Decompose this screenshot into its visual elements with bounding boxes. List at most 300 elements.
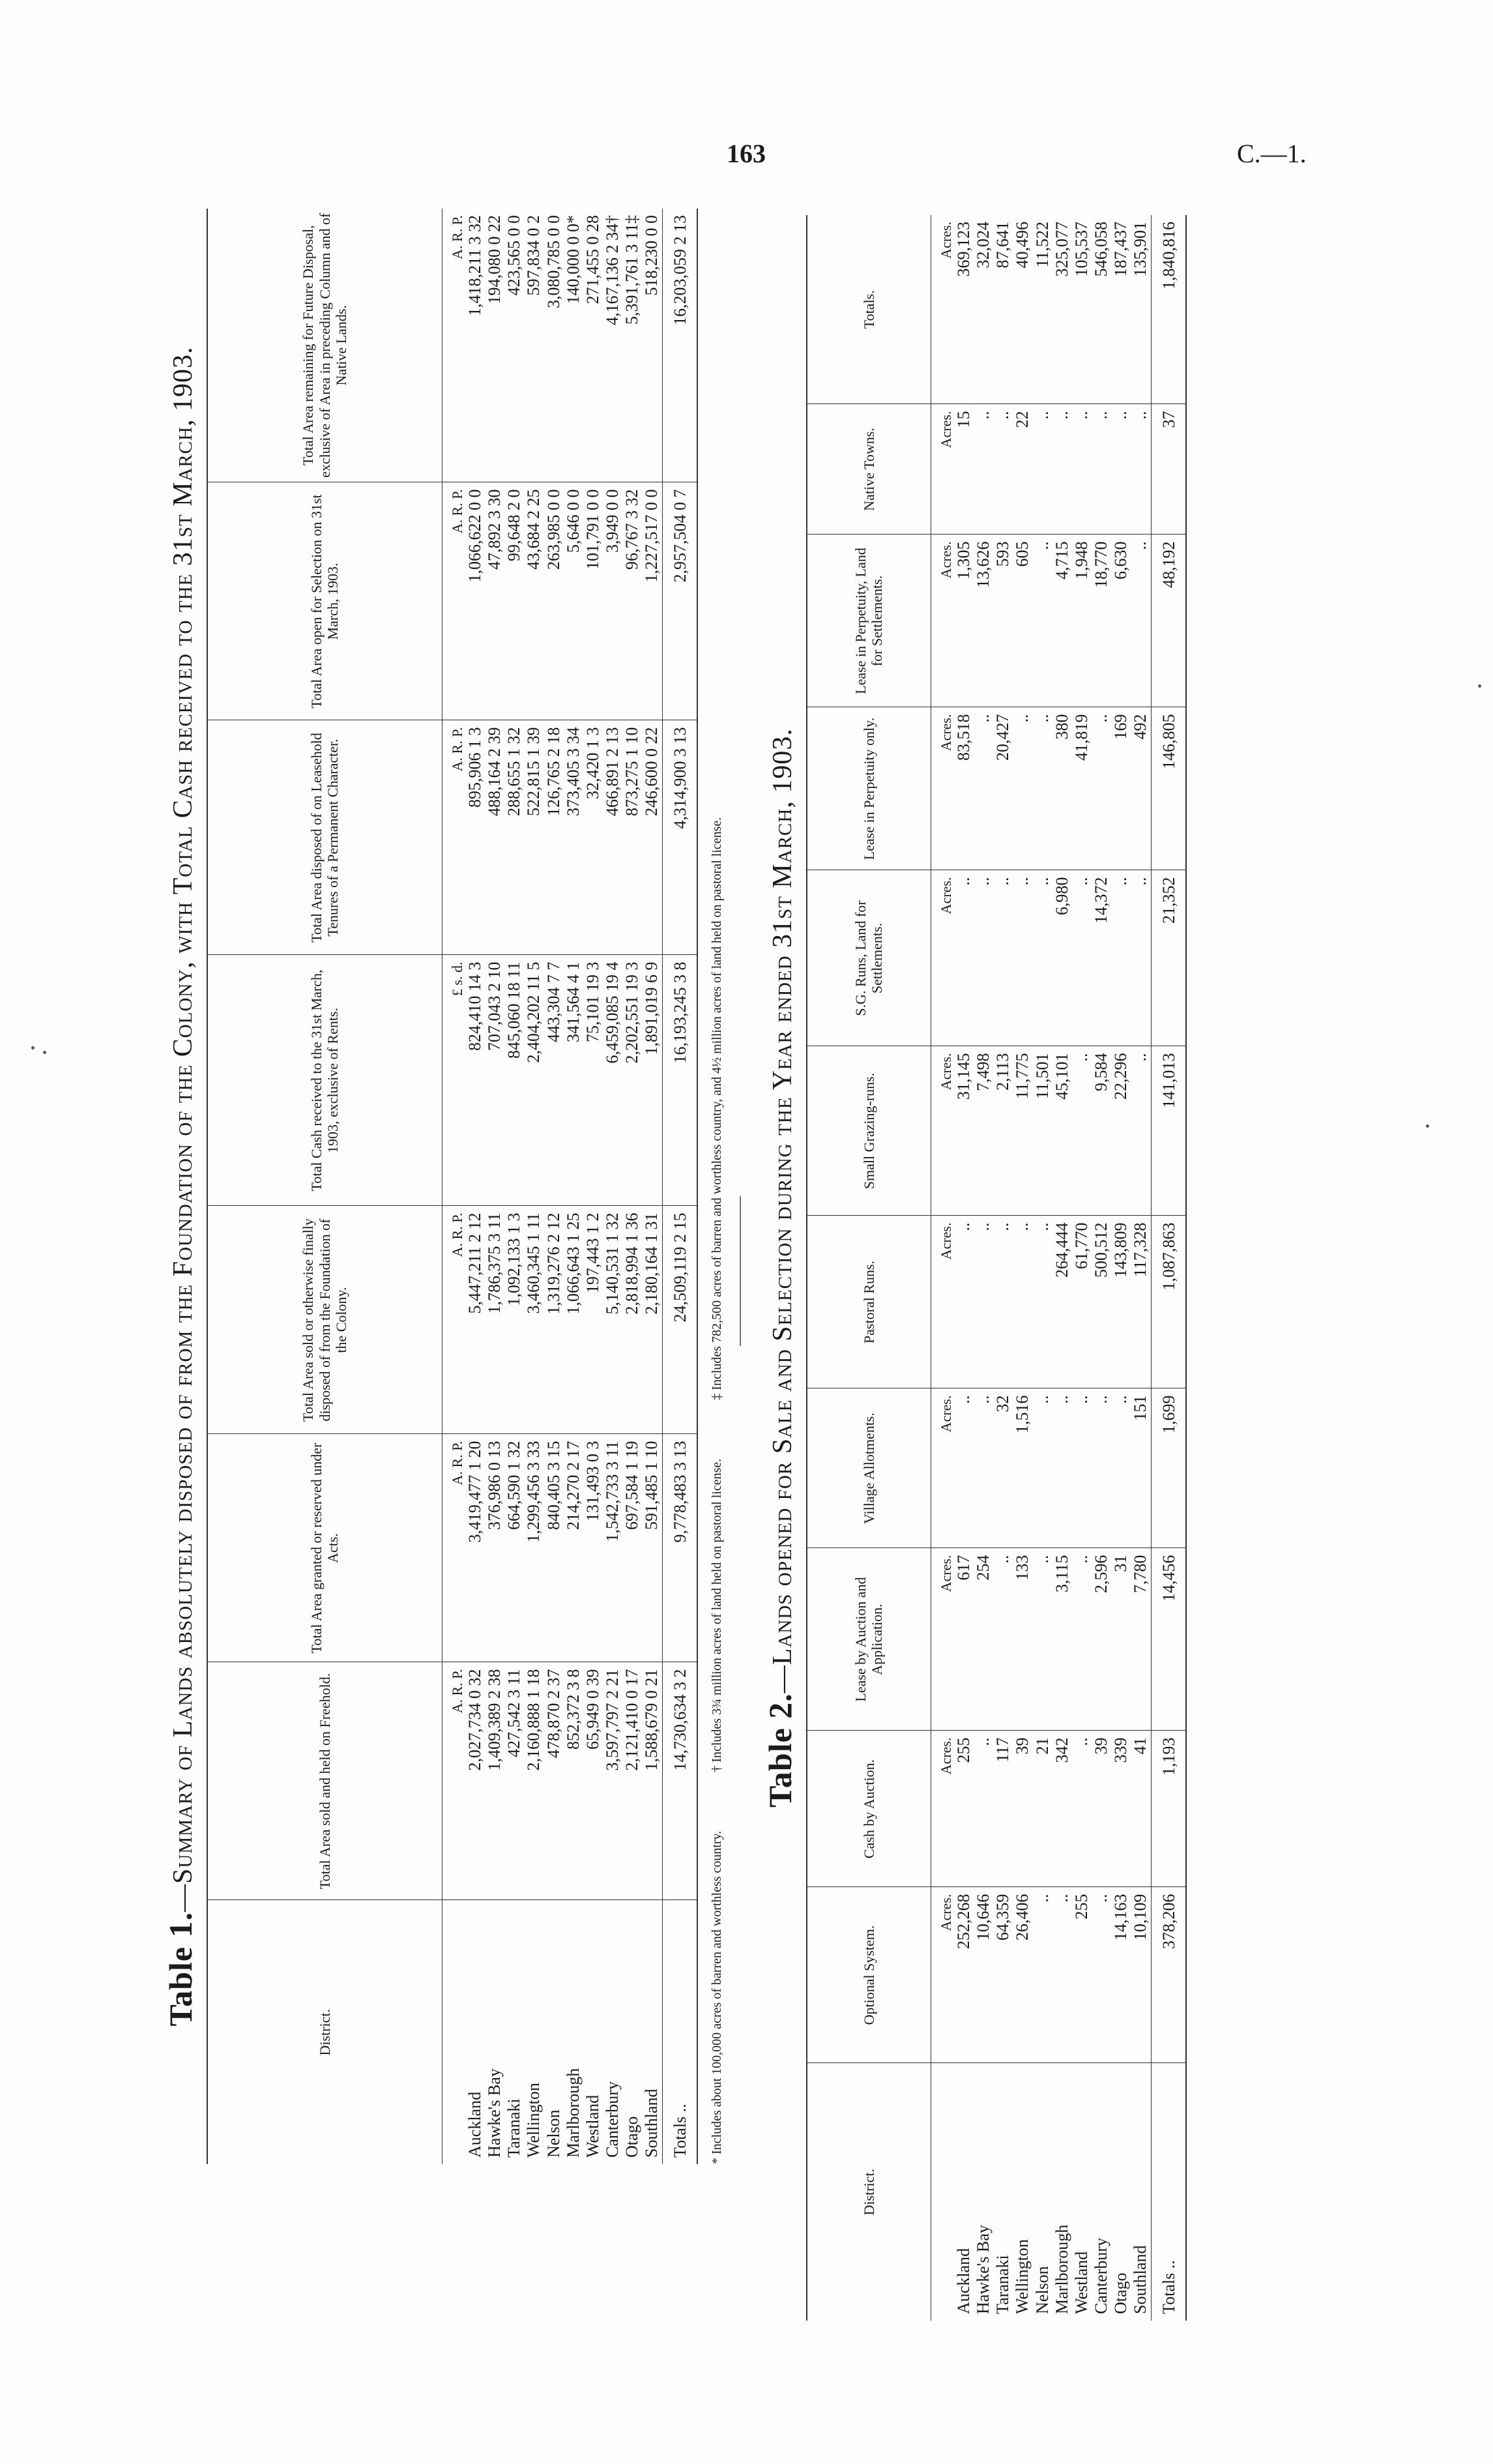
value-cell: .. <box>1072 404 1092 535</box>
value-cell: 40,496 <box>1013 215 1032 404</box>
totals-cell: 9,778,483 3 13 <box>662 1434 697 1662</box>
totals-cell: 1,699 <box>1151 1388 1186 1548</box>
table2-header-row <box>807 215 931 2321</box>
value-cell: 697,584 1 19 <box>622 1434 642 1662</box>
value-cell: 18,770 <box>1092 535 1111 707</box>
value-cell: .. <box>1131 870 1151 1046</box>
value-cell: 22 <box>1013 404 1032 535</box>
value-cell: 341,564 4 1 <box>564 955 583 1206</box>
value-cell: 246,600 0 22 <box>642 720 662 955</box>
value-cell: 443,304 7 7 <box>544 955 564 1206</box>
table2-label: Table 2. <box>762 1693 798 1808</box>
table-row <box>1033 215 1052 2321</box>
table2-unit: Acres. <box>931 870 954 1046</box>
value-cell: 21 <box>1033 1731 1052 1887</box>
value-cell: 43,684 2 25 <box>524 482 544 720</box>
speck <box>1478 684 1481 688</box>
value-cell: 4,715 <box>1052 535 1072 707</box>
table-row <box>993 215 1013 2321</box>
table-row <box>564 209 583 2164</box>
value-cell: .. <box>1033 404 1052 535</box>
value-cell: 13,626 <box>974 535 993 707</box>
table2-col-header: Native Towns. <box>807 404 931 535</box>
table2-block <box>762 215 1349 2321</box>
value-cell: .. <box>1052 1887 1072 2063</box>
table-row <box>504 209 524 2164</box>
value-cell: 2,160,888 1 18 <box>524 1662 544 1900</box>
table1-unit: £ s. d. <box>442 955 465 1206</box>
district-cell: Nelson <box>544 2109 563 2158</box>
value-cell: 1,588,679 0 21 <box>642 1662 662 1900</box>
totals-cell: 1,193 <box>1151 1731 1186 1887</box>
value-cell: 194,080 0 22 <box>485 209 504 482</box>
district-cell: Canterbury <box>603 2081 622 2158</box>
totals-cell: 14,730,634 3 2 <box>662 1662 697 1900</box>
value-cell: .. <box>974 707 993 870</box>
table1-label: Table 1. <box>162 1911 199 2027</box>
value-cell: 1,066,643 1 25 <box>564 1206 583 1434</box>
value-cell: .. <box>954 870 974 1046</box>
table2-unit: Acres. <box>931 535 954 707</box>
value-cell: 466,891 2 13 <box>603 720 622 955</box>
value-cell: 597,834 0 2 <box>524 209 544 482</box>
table-row <box>1092 215 1111 2321</box>
value-cell: 64,359 <box>993 1887 1013 2063</box>
value-cell: 824,410 14 3 <box>465 955 485 1206</box>
table2-totals-row <box>1151 215 1186 2321</box>
table2-col-header: Pastoral Runs. <box>807 1216 931 1388</box>
value-cell: .. <box>974 404 993 535</box>
table1-totals-row <box>662 209 697 2164</box>
value-cell: 342 <box>1052 1731 1072 1887</box>
value-cell: 5,140,531 1 32 <box>603 1206 622 1434</box>
value-cell: .. <box>1072 1548 1092 1731</box>
value-cell: 546,058 <box>1092 215 1111 404</box>
value-cell: 126,765 2 18 <box>544 720 564 955</box>
table-row <box>622 209 642 2164</box>
value-cell: 478,870 2 37 <box>544 1662 564 1900</box>
table2-unit: Acres. <box>931 1388 954 1548</box>
totals-cell: 4,314,900 3 13 <box>662 720 697 955</box>
value-cell: 11,501 <box>1033 1046 1052 1216</box>
value-cell: .. <box>1033 870 1052 1046</box>
value-cell: 32,024 <box>974 215 993 404</box>
value-cell: .. <box>1033 1548 1052 1731</box>
value-cell: 252,268 <box>954 1887 974 2063</box>
district-cell: Wellington <box>1013 2239 1032 2314</box>
totals-cell: 141,013 <box>1151 1046 1186 1216</box>
district-cell: Wellington <box>524 2083 544 2158</box>
value-cell: 522,815 1 39 <box>524 720 544 955</box>
table1-header-row <box>207 209 442 2164</box>
value-cell: .. <box>1072 870 1092 1046</box>
table2-col-header: S.G. Runs, Land for Settlements. <box>807 870 931 1046</box>
value-cell: .. <box>1052 1388 1072 1548</box>
table2-title <box>762 215 798 2321</box>
table-row <box>1052 215 1072 2321</box>
value-cell: .. <box>1033 1388 1052 1548</box>
value-cell: 325,077 <box>1052 215 1072 404</box>
value-cell: 3,115 <box>1052 1548 1072 1731</box>
table2-col-header: Lease in Perpetuity only. <box>807 707 931 870</box>
value-cell: 61,770 <box>1072 1216 1092 1388</box>
value-cell: .. <box>1013 870 1032 1046</box>
value-cell: 41,819 <box>1072 707 1092 870</box>
value-cell: .. <box>1131 1046 1151 1216</box>
value-cell: 1,299,456 3 33 <box>524 1434 544 1662</box>
value-cell: .. <box>1131 535 1151 707</box>
value-cell: 117,328 <box>1131 1216 1151 1388</box>
value-cell: 22,296 <box>1111 1046 1131 1216</box>
table1-footnote: † Includes 3¾ million acres of land held on pastoral license. <box>709 1458 724 1772</box>
value-cell: 117 <box>993 1731 1013 1887</box>
value-cell: 26,406 <box>1013 1887 1032 2063</box>
table2-col-header: Cash by Auction. <box>807 1731 931 1887</box>
value-cell: .. <box>993 870 1013 1046</box>
value-cell: 101,791 0 0 <box>583 482 603 720</box>
table-row <box>954 215 974 2321</box>
totals-cell: 1,087,863 <box>1151 1216 1186 1388</box>
value-cell: 1,948 <box>1072 535 1092 707</box>
speck <box>43 1051 46 1054</box>
table1-unit: A. R. P. <box>442 1662 465 1900</box>
table2-col-header: Village Allotments. <box>807 1388 931 1548</box>
table1-col-header: Total Cash received to the 31st March, 1903, exclusive of Rents. <box>207 955 442 1206</box>
district-cell: Southland <box>642 2089 661 2158</box>
value-cell: 873,275 1 10 <box>622 720 642 955</box>
table1-col-header: Total Area remaining for Future Disposal, exclusive of Area in preceding Column and of Native Lands. <box>207 209 442 482</box>
table-row <box>974 215 993 2321</box>
value-cell: 10,646 <box>974 1887 993 2063</box>
value-cell: 1,516 <box>1013 1388 1032 1548</box>
value-cell: .. <box>1111 870 1131 1046</box>
value-cell: .. <box>1052 404 1072 535</box>
value-cell: 2,202,551 19 3 <box>622 955 642 1206</box>
totals-cell: 16,203,059 2 13 <box>662 209 697 482</box>
value-cell: 895,906 1 3 <box>465 720 485 955</box>
totals-cell: 2,957,504 0 7 <box>662 482 697 720</box>
totals-cell: 37 <box>1151 404 1186 535</box>
value-cell: .. <box>1072 1731 1092 1887</box>
totals-cell: Totals .. <box>662 1900 697 2164</box>
table-row <box>485 209 504 2164</box>
value-cell: 492 <box>1131 707 1151 870</box>
value-cell: 39 <box>1013 1731 1032 1887</box>
value-cell: 2,180,164 1 31 <box>642 1206 662 1434</box>
value-cell: 214,270 2 17 <box>564 1434 583 1662</box>
table1-unit: A. R. P. <box>442 1434 465 1662</box>
value-cell: .. <box>1131 404 1151 535</box>
totals-cell: 16,193,245 3 8 <box>662 955 697 1206</box>
table1-footnote: * Includes about 100,000 acres of barren and worthless country. <box>709 1830 724 2164</box>
value-cell: 2,404,202 11 5 <box>524 955 544 1206</box>
district-cell: Auckland <box>954 2248 974 2314</box>
value-cell: 2,121,410 0 17 <box>622 1662 642 1900</box>
value-cell: 6,980 <box>1052 870 1072 1046</box>
table2-unit: Acres. <box>931 1887 954 2063</box>
value-cell: 255 <box>1072 1887 1092 2063</box>
value-cell: .. <box>974 870 993 1046</box>
value-cell: 376,986 0 13 <box>485 1434 504 1662</box>
value-cell: 1,227,517 0 0 <box>642 482 662 720</box>
table2-col-header: Totals. <box>807 215 931 404</box>
district-cell: Hawke's Bay <box>974 2225 993 2314</box>
table1-col-header: Total Area disposed of on Leasehold Tenures of a Permanent Character. <box>207 720 442 955</box>
table1-unit: A. R. P. <box>442 1206 465 1434</box>
value-cell: 32 <box>993 1388 1013 1548</box>
table-row <box>1013 215 1032 2321</box>
value-cell: 7,780 <box>1131 1548 1151 1731</box>
value-cell: 32,420 1 3 <box>583 720 603 955</box>
value-cell: .. <box>1072 1046 1092 1216</box>
value-cell: .. <box>1092 404 1111 535</box>
table1-units-row <box>442 209 465 2164</box>
value-cell: .. <box>974 1731 993 1887</box>
value-cell: 10,109 <box>1131 1887 1151 2063</box>
value-cell: 187,437 <box>1111 215 1131 404</box>
district-cell: Westland <box>1071 2251 1091 2314</box>
value-cell: 1,305 <box>954 535 974 707</box>
value-cell: 65,949 0 39 <box>583 1662 603 1900</box>
value-cell: 14,163 <box>1111 1887 1131 2063</box>
totals-cell: 21,352 <box>1151 870 1186 1046</box>
district-cell: Westland <box>583 2094 602 2158</box>
value-cell: 264,444 <box>1052 1216 1072 1388</box>
table2-unit: Acres. <box>931 707 954 870</box>
table2-col-header: District. <box>807 2063 931 2321</box>
table1-footnote: ‡ Includes 782,500 acres of barren and worthless country, and 4½ million acres of land held on pastoral license. <box>709 817 724 1400</box>
table2-unit: Acres. <box>931 1548 954 1731</box>
value-cell: 1,319,276 2 12 <box>544 1206 564 1434</box>
totals-cell: 1,840,816 <box>1151 215 1186 404</box>
value-cell: 7,498 <box>974 1046 993 1216</box>
table1 <box>207 209 698 2164</box>
table2-unit <box>931 2063 954 2321</box>
value-cell: .. <box>1092 1388 1111 1548</box>
value-cell: 593 <box>993 535 1013 707</box>
district-cell: Taranaki <box>993 2255 1013 2314</box>
value-cell: 83,518 <box>954 707 974 870</box>
value-cell: 255 <box>954 1731 974 1887</box>
district-cell: Hawke's Bay <box>485 2068 504 2158</box>
value-cell: 1,786,375 3 11 <box>485 1206 504 1434</box>
value-cell: 47,892 3 30 <box>485 482 504 720</box>
value-cell: 96,767 3 32 <box>622 482 642 720</box>
value-cell: 3,080,785 0 0 <box>544 209 564 482</box>
value-cell: 3,949 0 0 <box>603 482 622 720</box>
value-cell: 3,419,477 1 20 <box>465 1434 485 1662</box>
value-cell: 707,043 2 10 <box>485 955 504 1206</box>
value-cell: 39 <box>1092 1731 1111 1887</box>
value-cell: 852,372 3 8 <box>564 1662 583 1900</box>
value-cell: 518,230 0 0 <box>642 209 662 482</box>
value-cell: 1,409,389 2 38 <box>485 1662 504 1900</box>
value-cell: 3,460,345 1 11 <box>524 1206 544 1434</box>
value-cell: 488,164 2 39 <box>485 720 504 955</box>
value-cell: 2,113 <box>993 1046 1013 1216</box>
totals-cell: 146,805 <box>1151 707 1186 870</box>
value-cell: 140,000 0 0* <box>564 209 583 482</box>
table2-unit: Acres. <box>931 404 954 535</box>
table1-col-header: District. <box>207 1900 442 2164</box>
table1-unit: A. R. P. <box>442 209 465 482</box>
table2-unit: Acres. <box>931 215 954 404</box>
table1-unit <box>442 1900 465 2164</box>
table2-unit: Acres. <box>931 1731 954 1887</box>
value-cell: 1,418,211 3 32 <box>465 209 485 482</box>
value-cell: .. <box>954 1388 974 1548</box>
value-cell: 135,901 <box>1131 215 1151 404</box>
value-cell: 197,443 1 2 <box>583 1206 603 1434</box>
speck <box>31 1046 35 1049</box>
value-cell: 20,427 <box>993 707 1013 870</box>
value-cell: 423,565 0 0 <box>504 209 524 482</box>
totals-cell: 48,192 <box>1151 535 1186 707</box>
totals-cell: 14,456 <box>1151 1548 1186 1731</box>
value-cell: 5,391,761 3 11‡ <box>622 209 642 482</box>
value-cell: 87,641 <box>993 215 1013 404</box>
district-cell: Southland <box>1131 2245 1150 2314</box>
value-cell: 5,646 0 0 <box>564 482 583 720</box>
table1-col-header: Total Area granted or reserved under Acts. <box>207 1434 442 1662</box>
table2-col-header: Small Grazing-runs. <box>807 1046 931 1216</box>
value-cell: .. <box>974 1388 993 1548</box>
value-cell: 373,405 3 34 <box>564 720 583 955</box>
value-cell: 6,459,085 19 4 <box>603 955 622 1206</box>
page-number: 163 <box>727 139 766 168</box>
table1-caption: —Summary of Lands absolutely disposed of from the Foundation of the Colony, with Total Cash received to the 31st March, 1903. <box>168 346 198 1912</box>
value-cell: .. <box>1013 1216 1032 1388</box>
value-cell: 664,590 1 32 <box>504 1434 524 1662</box>
district-cell: Taranaki <box>504 2098 524 2158</box>
value-cell: 45,101 <box>1052 1046 1072 1216</box>
table1-unit: A. R. P. <box>442 482 465 720</box>
value-cell: .. <box>1111 1388 1131 1548</box>
table2 <box>806 215 1187 2321</box>
table-row <box>1131 215 1151 2321</box>
value-cell: .. <box>1033 1887 1052 2063</box>
value-cell: 2,027,734 0 32 <box>465 1662 485 1900</box>
value-cell: 41 <box>1131 1731 1151 1887</box>
value-cell: 11,522 <box>1033 215 1052 404</box>
district-cell: Marlborough <box>563 2068 583 2158</box>
table-row <box>465 209 485 2164</box>
totals-cell: 24,509,119 2 15 <box>662 1206 697 1434</box>
value-cell: 15 <box>954 404 974 535</box>
value-cell: .. <box>1092 1887 1111 2063</box>
value-cell: 151 <box>1131 1388 1151 1548</box>
value-cell: 5,447,211 2 12 <box>465 1206 485 1434</box>
value-cell: 288,655 1 32 <box>504 720 524 955</box>
table2-col-header: Lease by Auction and Application. <box>807 1548 931 1731</box>
value-cell: 2,596 <box>1092 1548 1111 1731</box>
table1-col-header: Total Area sold and held on Freehold. <box>207 1662 442 1900</box>
value-cell: 131,493 0 3 <box>583 1434 603 1662</box>
table2-unit: Acres. <box>931 1046 954 1216</box>
district-cell: Auckland <box>465 2091 485 2158</box>
table-row <box>1072 215 1092 2321</box>
value-cell: 143,809 <box>1111 1216 1131 1388</box>
totals-cell: Totals .. <box>1151 2063 1186 2321</box>
value-cell: 254 <box>974 1548 993 1731</box>
value-cell: 845,060 18 11 <box>504 955 524 1206</box>
table2-col-header: Optional System. <box>807 1887 931 2063</box>
value-cell: 75,101 19 3 <box>583 955 603 1206</box>
totals-cell: 378,206 <box>1151 1887 1186 2063</box>
value-cell: .. <box>1033 1216 1052 1388</box>
value-cell: .. <box>974 1216 993 1388</box>
value-cell: 263,985 0 0 <box>544 482 564 720</box>
table-row <box>642 209 662 2164</box>
value-cell: 6,630 <box>1111 535 1131 707</box>
value-cell: 169 <box>1111 707 1131 870</box>
value-cell: .. <box>1111 404 1131 535</box>
table1-col-header: Total Area sold or otherwise finally disposed of from the Foundation of the Colony. <box>207 1206 442 1434</box>
district-cell: Canterbury <box>1092 2238 1111 2314</box>
value-cell: 1,092,133 1 3 <box>504 1206 524 1434</box>
value-cell: 2,818,994 1 36 <box>622 1206 642 1434</box>
table2-units-row <box>931 215 954 2321</box>
report-code: C.—1. <box>1237 139 1307 168</box>
divider-line <box>740 1196 741 1346</box>
value-cell: 369,123 <box>954 215 974 404</box>
value-cell: 4,167,136 2 34† <box>603 209 622 482</box>
value-cell: 31,145 <box>954 1046 974 1216</box>
value-cell: 11,775 <box>1013 1046 1032 1216</box>
table2-col-header: Lease in Perpetuity, Land for Settlements. <box>807 535 931 707</box>
value-cell: 500,512 <box>1092 1216 1111 1388</box>
table-row <box>583 209 603 2164</box>
value-cell: 3,597,797 2 21 <box>603 1662 622 1900</box>
table2-unit: Acres. <box>931 1216 954 1388</box>
value-cell: .. <box>954 1216 974 1388</box>
value-cell: .. <box>1092 707 1111 870</box>
value-cell: 617 <box>954 1548 974 1731</box>
value-cell: 14,372 <box>1092 870 1111 1046</box>
table1-unit: A. R. P. <box>442 720 465 955</box>
table2-caption: —Lands opened for Sale and Selection during the Year ended 31st March, 1903. <box>768 728 798 1694</box>
value-cell: 1,542,733 3 11 <box>603 1434 622 1662</box>
table1-title <box>163 209 199 2164</box>
value-cell: 840,405 3 15 <box>544 1434 564 1662</box>
value-cell: 605 <box>1013 535 1032 707</box>
value-cell: 99,648 2 0 <box>504 482 524 720</box>
table-row <box>524 209 544 2164</box>
table-row <box>544 209 564 2164</box>
value-cell: 427,542 3 11 <box>504 1662 524 1900</box>
district-cell: Otago <box>622 2116 642 2158</box>
value-cell: 271,455 0 28 <box>583 209 603 482</box>
value-cell: 591,485 1 10 <box>642 1434 662 1662</box>
value-cell: 339 <box>1111 1731 1131 1887</box>
table-row <box>603 209 622 2164</box>
value-cell: 380 <box>1052 707 1072 870</box>
table1-footnotes <box>708 209 725 2164</box>
value-cell: .. <box>1033 707 1052 870</box>
value-cell: .. <box>1033 535 1052 707</box>
district-cell: Marlborough <box>1052 2224 1071 2314</box>
value-cell: .. <box>1013 707 1032 870</box>
table1-col-header: Total Area open for Selection on 31st March, 1903. <box>207 482 442 720</box>
value-cell: 1,066,622 0 0 <box>465 482 485 720</box>
value-cell: 9,584 <box>1092 1046 1111 1216</box>
speck <box>1426 1124 1429 1128</box>
value-cell: 133 <box>1013 1548 1032 1731</box>
district-cell: Nelson <box>1032 2266 1052 2314</box>
district-cell: Otago <box>1111 2272 1131 2314</box>
value-cell: .. <box>993 1216 1013 1388</box>
value-cell: .. <box>993 1548 1013 1731</box>
